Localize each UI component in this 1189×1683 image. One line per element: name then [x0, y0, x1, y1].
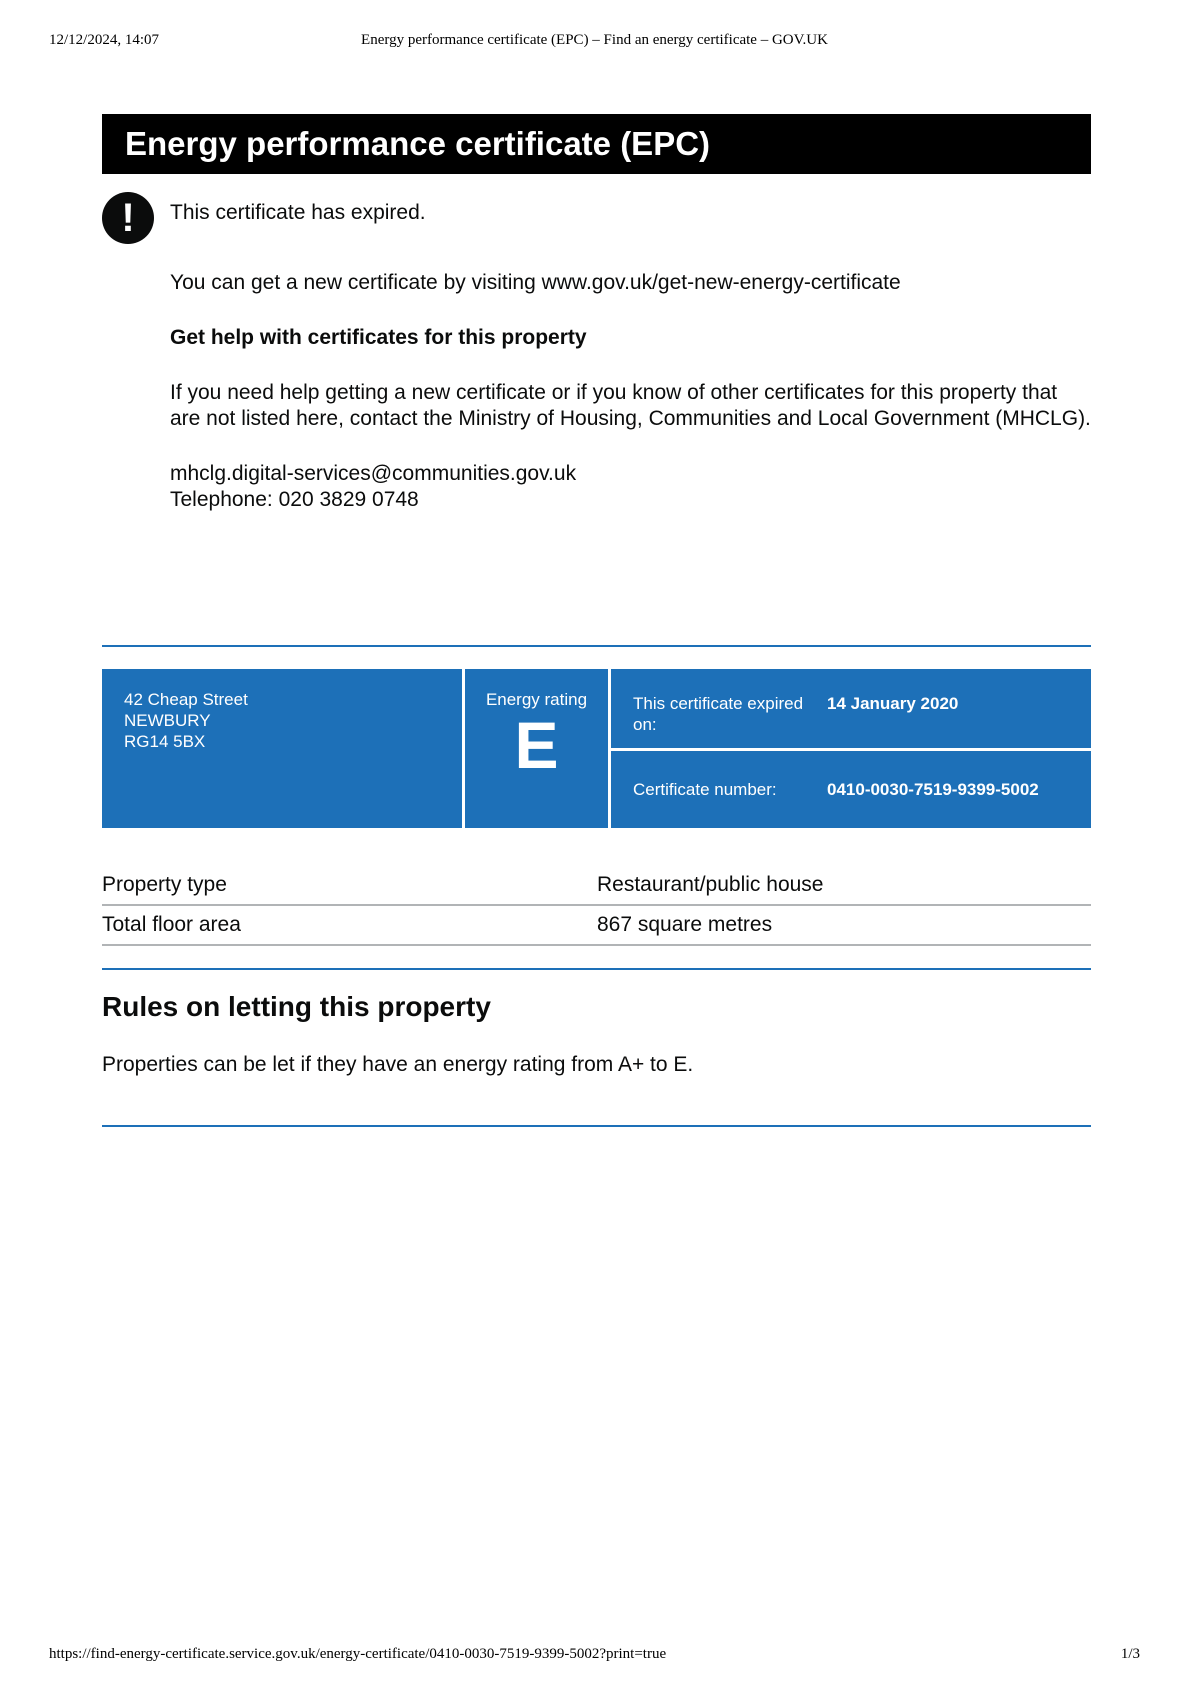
certificate-meta	[611, 669, 1091, 828]
print-url: https://find-energy-certificate.service.gov.uk/energy-certificate/0410-0030-7519-9399-5002?print=true	[49, 1646, 667, 1662]
expiry-label: This certificate expired on:	[633, 694, 804, 734]
property-label: Total floor area	[102, 913, 241, 936]
main-content	[102, 114, 1091, 1127]
property-label: Property type	[102, 873, 227, 896]
letting-text: Properties can be let if they have an energy rating from A+ to E.	[102, 1053, 694, 1076]
section-divider	[102, 645, 1091, 647]
section-divider	[102, 1125, 1091, 1127]
print-page-title: Energy performance certificate (EPC) – Find an energy certificate – GOV.UK	[361, 32, 828, 48]
print-datetime: 12/12/2024, 14:07	[49, 32, 160, 48]
contact-telephone: Telephone: 020 3829 0748	[170, 488, 419, 511]
help-text: If you need help getting a new certificate or if you know of other certificates for this property that are not listed here, contact the Ministry of Housing, Communities and Local Government (MHCLG).	[170, 381, 1091, 430]
address-town: NEWBURY	[124, 711, 211, 730]
property-value: 867 square metres	[597, 913, 773, 936]
expired-warning	[102, 192, 1091, 513]
page-number: 1/3	[1120, 1646, 1140, 1662]
property-address	[102, 669, 462, 828]
address-postcode: RG14 5BX	[124, 732, 206, 751]
expiry-row	[611, 669, 1091, 748]
certificate-summary	[102, 669, 1091, 828]
energy-rating-label: Energy rating	[485, 690, 588, 709]
print-footer	[49, 1646, 1140, 1666]
contact-details	[170, 461, 1091, 513]
expired-message: This certificate has expired.	[170, 201, 426, 224]
certificate-number-row	[611, 751, 1091, 828]
contact-email[interactable]: mhclg.digital-services@communities.gov.uk	[170, 462, 577, 485]
letting-heading: Rules on letting this property	[102, 991, 491, 1022]
property-value: Restaurant/public house	[597, 873, 824, 896]
section-divider	[102, 968, 1091, 970]
property-row	[102, 906, 1091, 946]
energy-rating-value: E	[514, 708, 559, 782]
property-details	[102, 866, 1091, 946]
print-header	[49, 32, 1140, 52]
expiry-date: 14 January 2020	[827, 694, 959, 713]
address-line: 42 Cheap Street	[124, 690, 248, 709]
certificate-number-label: Certificate number:	[633, 780, 777, 799]
new-certificate-message: You can get a new certificate by visiting www.gov.uk/get-new-energy-certificate	[170, 271, 901, 294]
help-heading: Get help with certificates for this property	[170, 326, 587, 349]
property-row	[102, 866, 1091, 906]
warning-icon: !	[102, 192, 154, 244]
page-title: Energy performance certificate (EPC)	[102, 114, 1091, 174]
certificate-number: 0410-0030-7519-9399-5002	[827, 780, 1039, 799]
energy-rating-box	[465, 669, 608, 828]
